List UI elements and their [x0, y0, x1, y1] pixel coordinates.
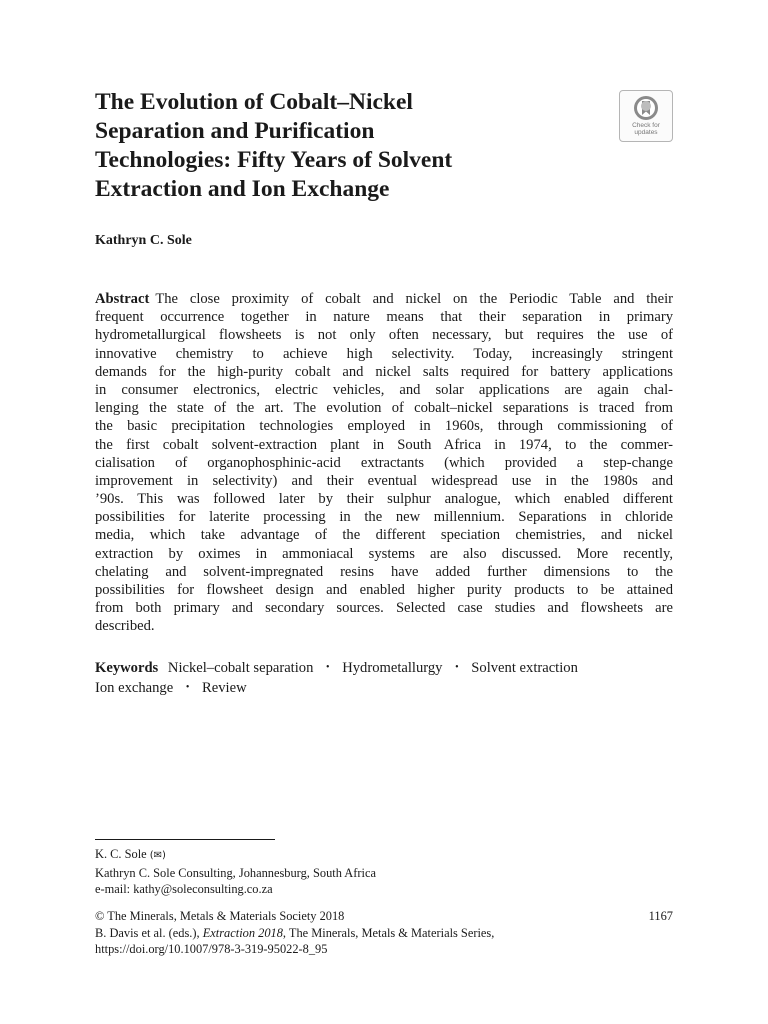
- abstract-line: improvement in selectivity) and their eventual widespread use in the 1980s and: [95, 472, 673, 489]
- footnote-name: K. C. Sole: [95, 847, 147, 861]
- badge-label: [620, 122, 672, 136]
- abstract-line: chelating and solvent-impregnated resins have added further dimensions to the: [95, 563, 673, 580]
- abstract-line: in consumer electronics, electric vehicles, and solar applications are again chal-: [95, 381, 673, 398]
- keyword: Solvent extraction: [471, 660, 578, 676]
- badge-line: Check for: [632, 122, 660, 129]
- abstract-line: the first cobalt solvent-extraction plant in South Africa in 1974, to the commer-: [95, 436, 673, 453]
- abstract-line-text: The close proximity of cobalt and nickel on the Periodic Table and their: [155, 291, 673, 307]
- author-footnote: [95, 846, 376, 898]
- bullet-separator: •: [455, 662, 459, 673]
- title-line: Separation and Purification: [95, 118, 375, 144]
- abstract-line: innovative chemistry to achieve high selectivity. Today, increasingly stringent: [95, 345, 673, 362]
- abstract-line: cialisation of organophosphinic-acid extractants (which provided a step-change: [95, 454, 673, 471]
- footnote-affiliation: Kathryn C. Sole Consulting, Johannesburg, South Africa: [95, 865, 376, 880]
- abstract-line: media, which take advantage of the different speciation chemistries, and nickel: [95, 527, 673, 544]
- copyright-block: [95, 908, 673, 958]
- abstract-line: frequent occurrence together in nature means that their separation in primary: [95, 309, 673, 326]
- abstract-heading: Abstract: [95, 291, 150, 307]
- envelope-icon: (✉): [149, 850, 166, 861]
- title-line: The Evolution of Cobalt–Nickel: [95, 89, 413, 115]
- citation-prefix: B. Davis et al. (eds.),: [95, 925, 200, 940]
- keywords-row: [95, 658, 673, 678]
- abstract-line: lenging the state of the art. The evolution of cobalt–nickel separations is traced from: [95, 400, 673, 417]
- bullet-separator: •: [185, 682, 190, 693]
- title-line: Extraction and Ion Exchange: [95, 176, 390, 202]
- badge-line: updates: [634, 129, 658, 136]
- paper-title: [95, 88, 595, 204]
- check-for-updates-icon: [633, 95, 659, 121]
- author-name: Kathryn C. Sole: [95, 233, 192, 248]
- keywords-heading: Keywords: [95, 660, 159, 676]
- abstract-line: possibilities for laterite processing in the new millennium. Separations in chloride: [95, 509, 673, 526]
- abstract-line: described.: [95, 618, 155, 635]
- footnote-author: [95, 846, 376, 865]
- abstract-line: hydrometallurgical flowsheets is not only often necessary, but requires the use of: [95, 327, 673, 344]
- doi-link[interactable]: https://doi.org/10.1007/978-3-319-95022-8_95: [95, 942, 328, 956]
- keywords-row: [95, 678, 673, 698]
- bullet-separator: •: [326, 662, 330, 673]
- keyword: Nickel–cobalt separation: [167, 660, 314, 676]
- check-for-updates-badge[interactable]: [619, 90, 673, 142]
- copyright-row: [95, 908, 673, 925]
- copyright-line: © The Minerals, Metals & Materials Society 2018: [95, 909, 345, 923]
- abstract-line: ’90s. This was followed later by their sulphur analogue, which enabled different: [95, 491, 673, 508]
- abstract: [95, 290, 673, 636]
- keyword: Review: [202, 680, 247, 696]
- citation-line: [95, 925, 673, 942]
- keyword: Ion exchange: [95, 680, 174, 696]
- abstract-line: [95, 290, 673, 308]
- citation-title: Extraction 2018: [202, 925, 283, 940]
- keyword: Hydrometallurgy: [342, 660, 443, 676]
- title-line: Technologies: Fifty Years of Solvent: [95, 147, 453, 173]
- citation-suffix: , The Minerals, Metals & Materials Series,: [282, 925, 495, 940]
- abstract-line: extraction by oximes in ammoniacal systems are also discussed. More recently,: [95, 545, 673, 562]
- footnote-email[interactable]: e-mail: kathy@soleconsulting.co.za: [95, 882, 273, 896]
- page-number: 1167: [648, 909, 673, 923]
- abstract-line: from both primary and secondary sources. Selected case studies and flowsheets are: [95, 600, 673, 617]
- abstract-line: the basic precipitation technologies employed in 1960s, through commissioning of: [95, 418, 673, 435]
- keywords: [95, 658, 673, 698]
- abstract-line: possibilities for flowsheet design and enabled higher purity products to be attained: [95, 582, 673, 598]
- footnote-rule: [95, 839, 275, 840]
- abstract-line: demands for the high-purity cobalt and nickel salts required for battery applications: [95, 363, 673, 380]
